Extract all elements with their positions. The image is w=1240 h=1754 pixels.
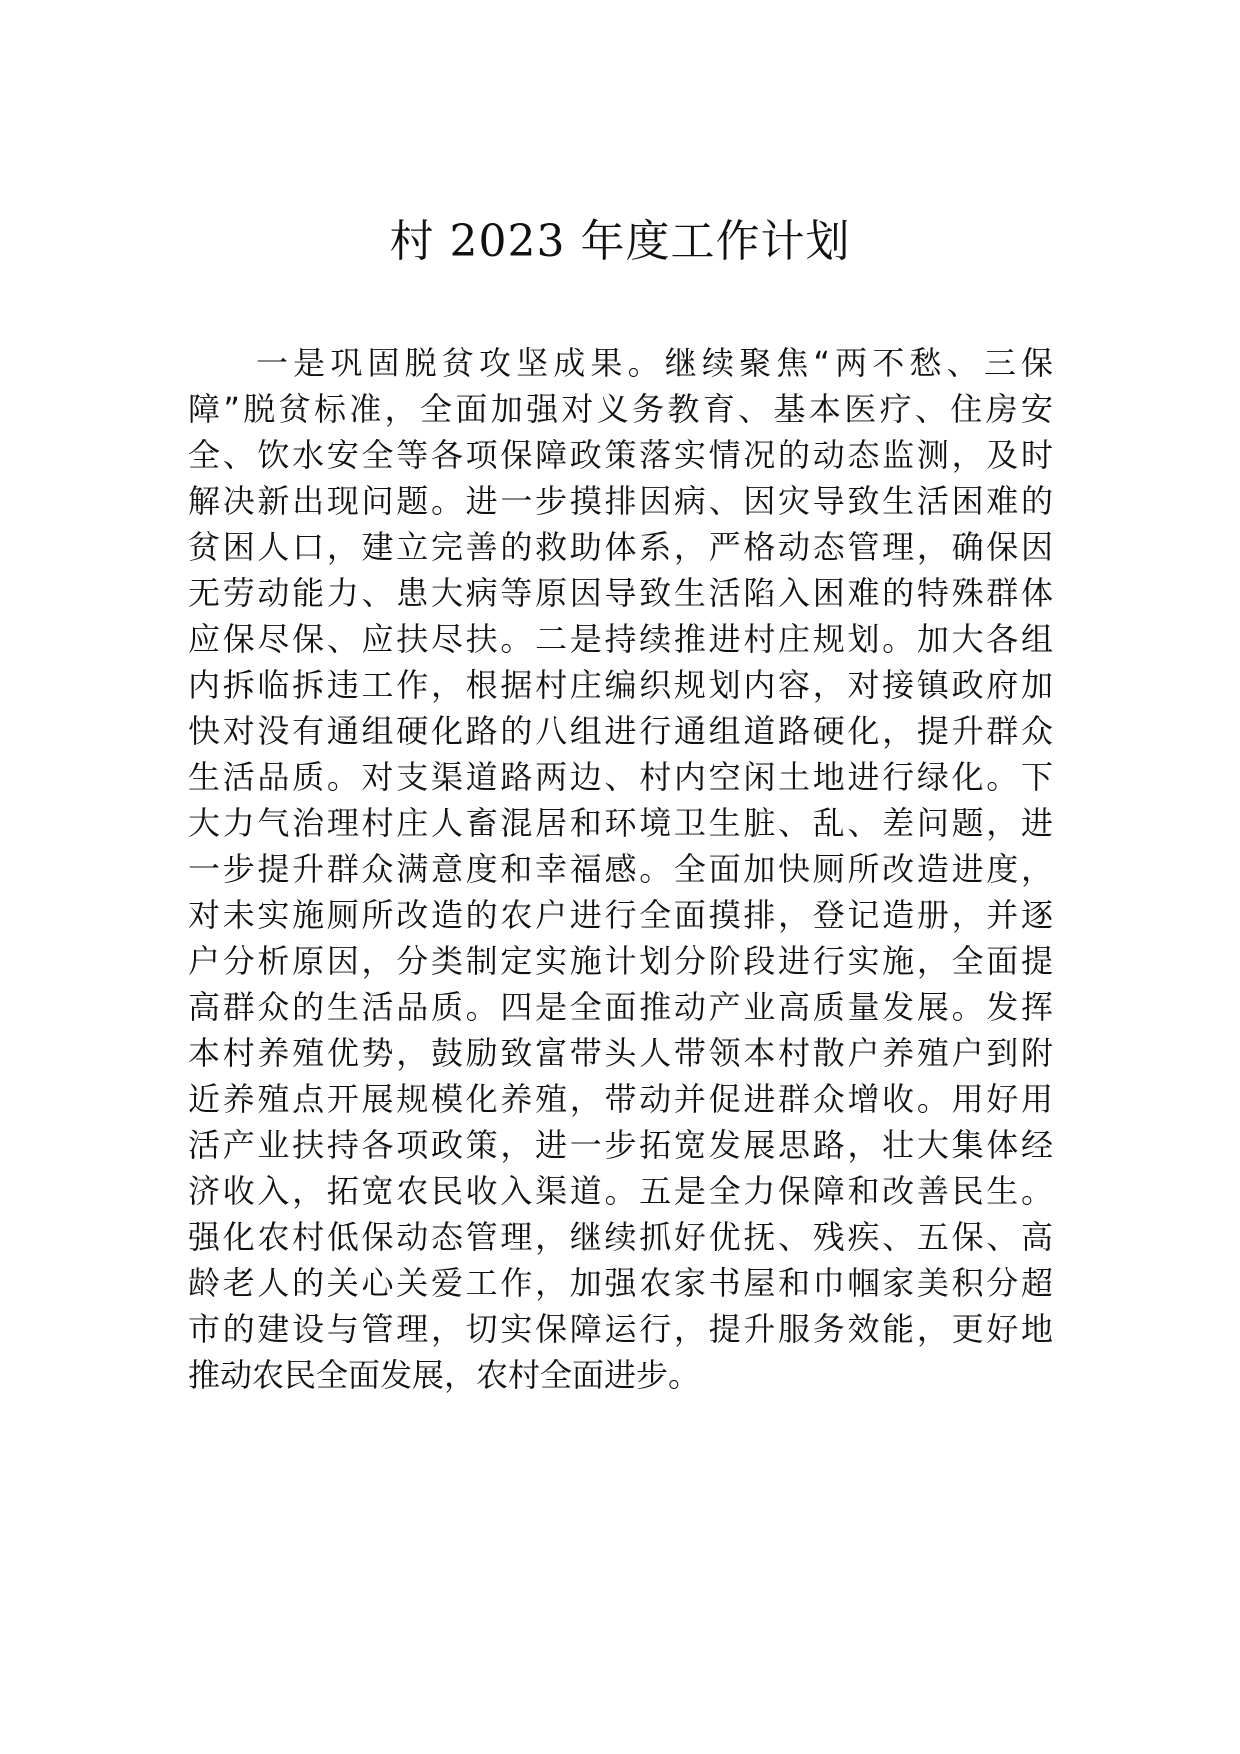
- body-line: 市的建设与管理，切实保障运行，提升服务效能，更好地: [188, 1310, 1053, 1348]
- document-body: [188, 340, 1053, 1398]
- body-line: 户分析原因，分类制定实施计划分阶段进行实施，全面提: [188, 942, 1053, 980]
- body-line: 推动农民全面发展，农村全面进步。: [188, 1356, 701, 1394]
- body-line: 全、饮水安全等各项保障政策落实情况的动态监测，及时: [188, 436, 1053, 474]
- body-line: 快对没有通组硬化路的八组进行通组道路硬化，提升群众: [188, 712, 1053, 750]
- body-line: 应保尽保、应扶尽扶。二是持续推进村庄规划。加大各组: [188, 620, 1053, 658]
- body-line: 活产业扶持各项政策，进一步拓宽发展思路，壮大集体经: [188, 1126, 1053, 1164]
- body-line: 障”脱贫标准，全面加强对义务教育、基本医疗、住房安: [188, 390, 1053, 428]
- body-line: 龄老人的关心关爱工作，加强农家书屋和巾帼家美积分超: [188, 1264, 1053, 1302]
- body-line: 大力气治理村庄人畜混居和环境卫生脏、乱、差问题，进: [188, 804, 1053, 842]
- body-line: 强化农村低保动态管理，继续抓好优抚、残疾、五保、高: [188, 1218, 1053, 1256]
- body-line: 近养殖点开展规模化养殖，带动并促进群众增收。用好用: [188, 1080, 1053, 1118]
- body-line: 一是巩固脱贫攻坚成果。继续聚焦“两不愁、三保: [256, 344, 1053, 382]
- document-title: 村 2023 年度工作计划: [389, 216, 851, 267]
- body-line: 解决新出现问题。进一步摸排因病、因灾导致生活困难的: [188, 482, 1053, 520]
- body-line: 济收入，拓宽农民收入渠道。五是全力保障和改善民生。: [188, 1172, 1053, 1210]
- body-line: 一步提升群众满意度和幸福感。全面加快厕所改造进度，: [188, 850, 1053, 888]
- body-line: 贫困人口，建立完善的救助体系，严格动态管理，确保因: [188, 528, 1053, 566]
- body-line: 无劳动能力、患大病等原因导致生活陷入困难的特殊群体: [188, 574, 1053, 612]
- body-line: 生活品质。对支渠道路两边、村内空闲土地进行绿化。下: [188, 758, 1053, 796]
- body-line: 高群众的生活品质。四是全面推动产业高质量发展。发挥: [188, 988, 1053, 1026]
- body-line: 对未实施厕所改造的农户进行全面摸排，登记造册，并逐: [188, 896, 1053, 934]
- body-line: 内拆临拆违工作，根据村庄编织规划内容，对接镇政府加: [188, 666, 1053, 704]
- body-line: 本村养殖优势，鼓励致富带头人带领本村散户养殖户到附: [188, 1034, 1053, 1072]
